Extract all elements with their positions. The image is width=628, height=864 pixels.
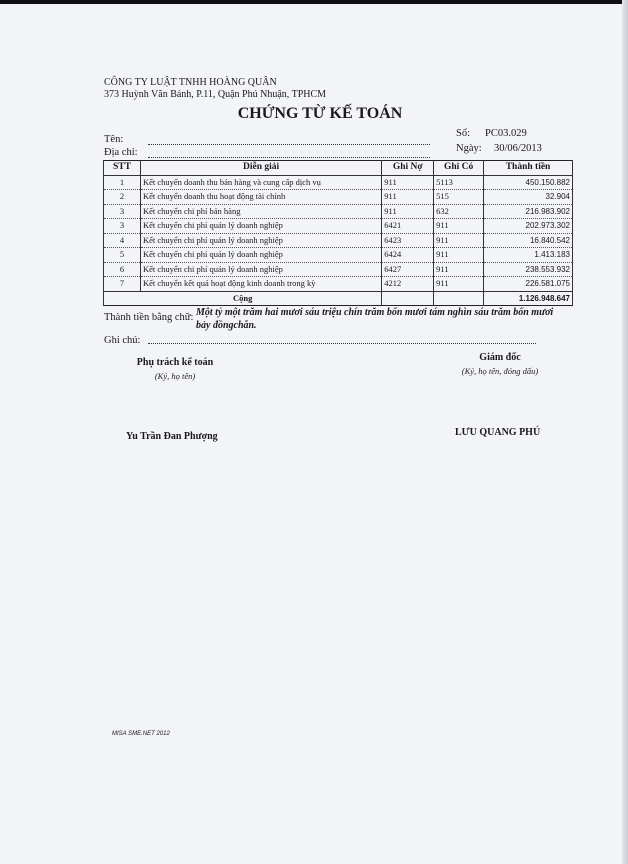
company-header	[104, 77, 326, 101]
col-amount: Thành tiền	[484, 161, 573, 176]
number-value: PC03.029	[485, 128, 527, 139]
row-amount: 450.150.882	[484, 175, 573, 190]
row-stt: 3	[104, 219, 141, 234]
row-debit: 4212	[382, 277, 434, 292]
name-label: Tên:	[104, 134, 124, 145]
row-credit: 515	[434, 190, 484, 205]
row-amount: 216.983.902	[484, 204, 573, 219]
note-label: Ghi chú:	[104, 335, 141, 346]
name-field	[148, 135, 430, 145]
company-address: 373 Huỳnh Văn Bánh, P.11, Quận Phú Nhuận, TPHCM	[104, 89, 327, 100]
col-stt: STT	[104, 161, 141, 176]
row-debit: 6423	[382, 233, 434, 248]
row-stt: 2	[104, 190, 141, 205]
row-debit: 911	[382, 175, 434, 190]
total-label: Cộng	[104, 291, 382, 306]
table-row	[104, 248, 573, 263]
row-stt: 6	[104, 262, 141, 277]
row-credit: 911	[434, 262, 484, 277]
number-label: Số:	[456, 128, 471, 139]
row-credit: 5113	[434, 175, 484, 190]
row-description: Kết chuyển doanh thu hoạt động tài chính	[140, 190, 381, 205]
row-description: Kết chuyển chi phí bán hàng	[140, 204, 381, 219]
company-name: CÔNG TY LUẬT TNHH HOÀNG QUÂN	[104, 77, 277, 88]
row-stt: 1	[104, 175, 141, 190]
table-row	[104, 219, 573, 234]
table-row	[104, 277, 573, 292]
row-amount: 32.904	[484, 190, 573, 205]
row-amount: 238.553.932	[484, 262, 573, 277]
row-description: Kết chuyển chi phí quản lý doanh nghiệp	[140, 262, 381, 277]
director-role: Giám đốc	[479, 352, 521, 363]
table-row	[104, 190, 573, 205]
col-debit: Ghi Nợ	[382, 161, 434, 176]
row-stt: 5	[104, 248, 141, 263]
row-credit: 632	[434, 204, 484, 219]
row-description: Kết chuyển chi phí quản lý doanh nghiệp	[140, 219, 381, 234]
row-debit: 6424	[382, 248, 434, 263]
total-credit-empty	[434, 291, 484, 306]
row-amount: 1.413.183	[484, 248, 573, 263]
document-title: CHỨNG TỪ KẾ TOÁN	[237, 105, 403, 122]
table-row	[104, 204, 573, 219]
address-label: Địa chỉ:	[104, 147, 138, 158]
total-row	[104, 291, 573, 306]
accountant-name: Yu Trần Đan Phượng	[126, 431, 218, 442]
amount-words-label: Thành tiền bằng chữ:	[104, 312, 194, 323]
scan-right-edge	[622, 0, 628, 864]
row-debit: 911	[382, 204, 434, 219]
total-debit-empty	[382, 291, 434, 306]
accountant-hint: (Ký, họ tên)	[154, 371, 196, 381]
scan-top-border	[0, 0, 628, 4]
row-credit: 911	[434, 277, 484, 292]
accountant-role: Phụ trách kế toán	[136, 357, 214, 368]
total-amount: 1.126.948.647	[484, 291, 573, 306]
table-row	[104, 262, 573, 277]
table-row	[104, 175, 573, 190]
row-debit: 6421	[382, 219, 434, 234]
software-footer: MISA SME.NET 2012	[112, 731, 170, 737]
row-debit: 6427	[382, 262, 434, 277]
date-value: 30/06/2013	[494, 143, 542, 154]
row-stt: 3	[104, 204, 141, 219]
accounting-table	[103, 160, 573, 306]
table-header	[104, 161, 573, 176]
director-hint: (Ký, họ tên, đóng dấu)	[461, 366, 539, 376]
director-name: LƯU QUANG PHÚ	[455, 427, 541, 438]
row-description: Kết chuyển doanh thu bán hàng và cung cấp dịch vụ	[140, 175, 381, 190]
row-description: Kết chuyển chi phí quản lý doanh nghiệp	[140, 233, 381, 248]
note-field	[148, 334, 536, 344]
signature-accountant	[120, 357, 230, 381]
col-description: Diễn giải	[140, 161, 381, 176]
row-credit: 911	[434, 219, 484, 234]
row-description: Kết chuyển chi phí quản lý doanh nghiệp	[140, 248, 381, 263]
row-stt: 7	[104, 277, 141, 292]
row-amount: 202.973.302	[484, 219, 573, 234]
col-credit: Ghi Có	[434, 161, 484, 176]
row-amount: 226.581.075	[484, 277, 573, 292]
row-credit: 911	[434, 248, 484, 263]
row-credit: 911	[434, 233, 484, 248]
row-debit: 911	[382, 190, 434, 205]
table-row	[104, 233, 573, 248]
row-description: Kết chuyển kết quả hoạt động kinh doanh trong kỳ	[140, 277, 381, 292]
address-field	[148, 148, 430, 158]
row-stt: 4	[104, 233, 141, 248]
row-amount: 16.840.542	[484, 233, 573, 248]
amount-words: Một tỷ một trăm hai mươi sáu triệu chín trăm bốn mươi tám nghìn sáu trăm bốn mươi bảy đồngchẵn.	[196, 307, 554, 331]
signature-director	[440, 352, 560, 376]
date-label: Ngày:	[456, 143, 482, 154]
